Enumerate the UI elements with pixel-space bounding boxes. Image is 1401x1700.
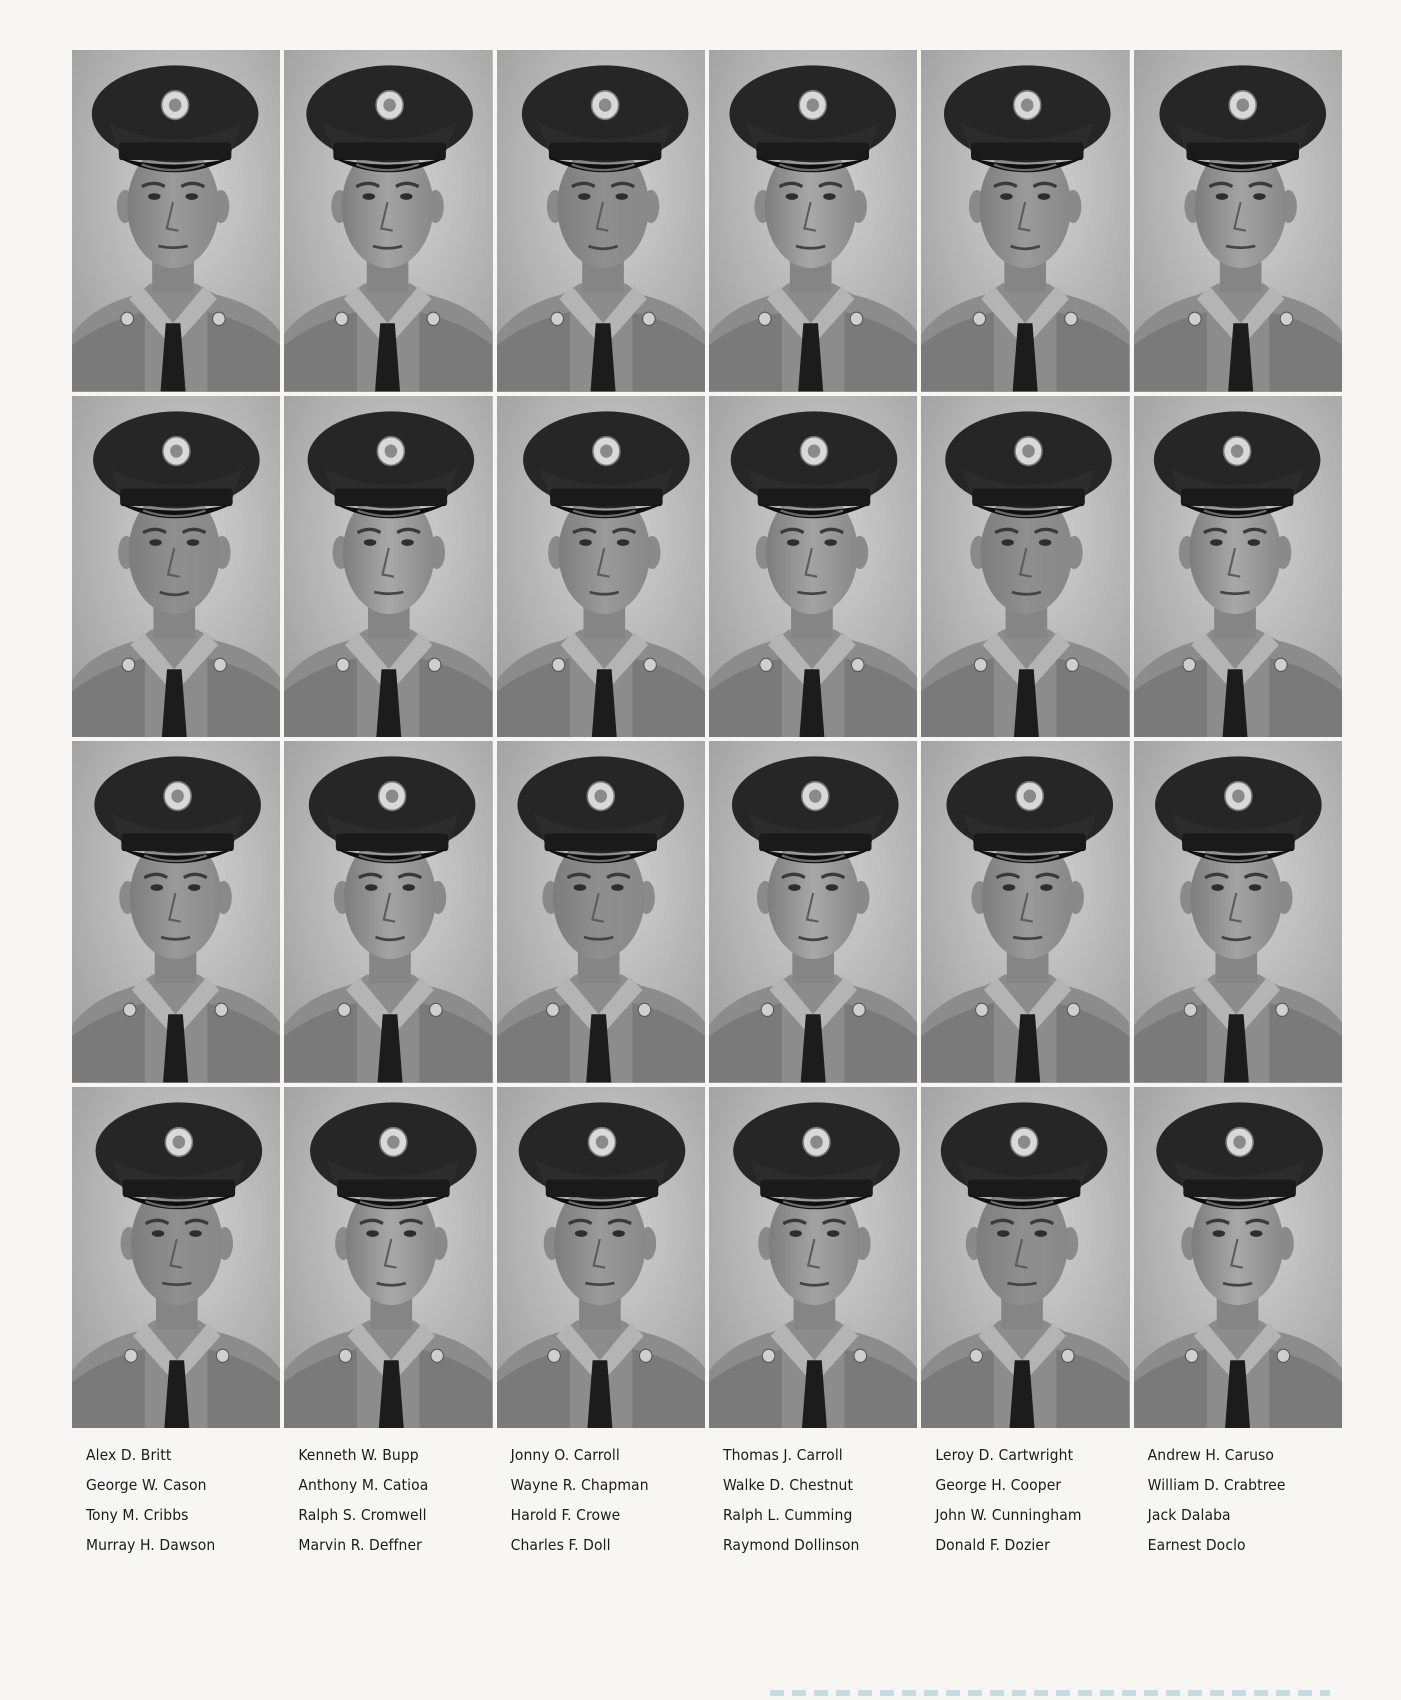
soldier-portrait-icon [1134, 50, 1342, 392]
soldier-portrait-icon [284, 741, 492, 1083]
soldier-portrait-icon [497, 396, 705, 738]
portrait-photo [1134, 1087, 1342, 1429]
portrait-photo [284, 396, 492, 738]
name-column [723, 1440, 931, 1580]
portrait-photo [284, 741, 492, 1083]
soldier-name: Earnest Doclo [1147, 1536, 1246, 1554]
soldier-name: Wayne R. Chapman [510, 1476, 649, 1494]
portrait-photo [921, 741, 1129, 1083]
portrait-photo [709, 50, 917, 392]
soldier-name: Jack Dalaba [1147, 1506, 1231, 1524]
portrait-photo [72, 741, 280, 1083]
soldier-name: Charles F. Doll [510, 1536, 611, 1554]
portrait-photo [497, 396, 705, 738]
soldier-portrait-icon [284, 50, 492, 392]
soldier-portrait-icon [72, 741, 280, 1083]
soldier-name: William D. Crabtree [1147, 1476, 1286, 1494]
soldier-portrait-icon [921, 50, 1129, 392]
soldier-name: Murray H. Dawson [86, 1536, 216, 1554]
portrait-photo [284, 1087, 492, 1429]
soldier-portrait-icon [709, 1087, 917, 1429]
soldier-name: Alex D. Britt [86, 1446, 172, 1464]
soldier-name: Jonny O. Carroll [510, 1446, 620, 1464]
soldier-name: Ralph L. Cumming [722, 1506, 853, 1524]
soldier-portrait-icon [72, 396, 280, 738]
soldier-portrait-icon [72, 1087, 280, 1429]
name-captions [86, 1440, 1356, 1580]
soldier-portrait-icon [709, 396, 917, 738]
soldier-portrait-icon [709, 741, 917, 1083]
portrait-photo [921, 396, 1129, 738]
soldier-name: Harold F. Crowe [510, 1506, 621, 1524]
soldier-portrait-icon [1134, 396, 1342, 738]
soldier-portrait-icon [921, 1087, 1129, 1429]
soldier-name: Raymond Dollinson [722, 1536, 860, 1554]
soldier-name: George W. Cason [86, 1476, 207, 1494]
portrait-photo [284, 50, 492, 392]
soldier-name: Walke D. Chestnut [722, 1476, 854, 1494]
soldier-name: Tony M. Cribbs [86, 1506, 189, 1524]
soldier-portrait-icon [921, 741, 1129, 1083]
name-column [298, 1440, 506, 1580]
soldier-name: Ralph S. Cromwell [298, 1506, 427, 1524]
portrait-photo [709, 1087, 917, 1429]
soldier-name: Anthony M. Catioa [298, 1476, 429, 1494]
portrait-photo [1134, 741, 1342, 1083]
portrait-photo [497, 1087, 705, 1429]
portrait-grid [72, 50, 1342, 1428]
portrait-photo [72, 50, 280, 392]
soldier-name: Leroy D. Cartwright [935, 1446, 1074, 1464]
soldier-name: Marvin R. Deffner [298, 1536, 422, 1554]
name-column [511, 1440, 719, 1580]
portrait-photo [921, 1087, 1129, 1429]
name-column [86, 1440, 294, 1580]
soldier-portrait-icon [497, 741, 705, 1083]
soldier-name: Andrew H. Caruso [1147, 1446, 1275, 1464]
soldier-portrait-icon [921, 396, 1129, 738]
portrait-photo [921, 50, 1129, 392]
name-column [935, 1440, 1143, 1580]
soldier-portrait-icon [284, 396, 492, 738]
scan-edge-mark [770, 1690, 1330, 1696]
soldier-portrait-icon [497, 50, 705, 392]
soldier-portrait-icon [1134, 741, 1342, 1083]
soldier-name: Donald F. Dozier [935, 1536, 1050, 1554]
portrait-photo [72, 396, 280, 738]
soldier-name: John W. Cunningham [935, 1506, 1082, 1524]
portrait-photo [497, 741, 705, 1083]
portrait-photo [72, 1087, 280, 1429]
portrait-photo [1134, 396, 1342, 738]
name-column [1148, 1440, 1356, 1580]
portrait-photo [709, 741, 917, 1083]
soldier-name: Kenneth W. Bupp [298, 1446, 419, 1464]
soldier-portrait-icon [497, 1087, 705, 1429]
soldier-portrait-icon [284, 1087, 492, 1429]
portrait-photo [709, 396, 917, 738]
soldier-portrait-icon [1134, 1087, 1342, 1429]
soldier-name: Thomas J. Carroll [722, 1446, 843, 1464]
portrait-photo [1134, 50, 1342, 392]
portrait-photo [497, 50, 705, 392]
soldier-name: George H. Cooper [935, 1476, 1062, 1494]
soldier-portrait-icon [709, 50, 917, 392]
soldier-portrait-icon [72, 50, 280, 392]
